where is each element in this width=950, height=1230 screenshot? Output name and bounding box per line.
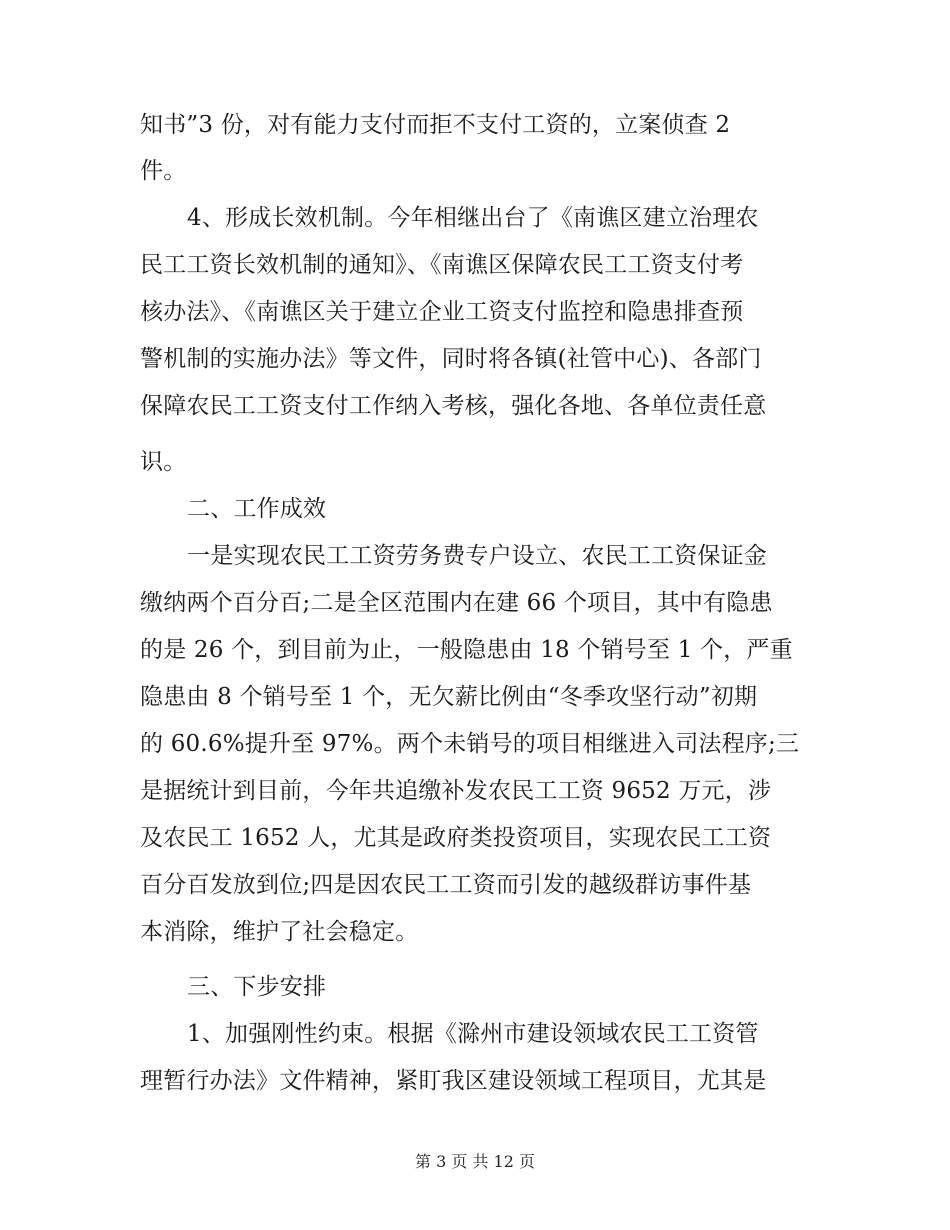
section-heading: 三、下步安排	[187, 974, 327, 1000]
text-line: 的是 26 个，到目前为止，一般隐患由 18 个销号至 1 个，严重	[140, 637, 793, 663]
text-line: 保障农民工工资支付工作纳入考核，强化各地、各单位责任意	[140, 393, 767, 419]
text-line: 知书”3 份，对有能力支付而拒不支付工资的，立案侦查 2	[140, 112, 731, 138]
text-line: 百分百发放到位;四是因农民工工资而引发的越级群访事件基	[140, 872, 752, 898]
text-line: 隐患由 8 个销号至 1 个，无欠薪比例由“冬季攻坚行动”初期	[140, 684, 758, 710]
paragraph-start-line: 4、形成长效机制。今年相继出台了《南谯区建立治理农	[187, 205, 759, 231]
page-number-footer: 第 3 页 共 12 页	[415, 1152, 535, 1171]
text-line: 民工工资长效机制的通知》、《南谯区保障农民工工资支付考	[140, 252, 744, 278]
paragraph-start-line: 一是实现农民工工资劳务费专户设立、农民工工资保证金	[187, 543, 767, 569]
text-line: 警机制的实施办法》等文件，同时将各镇(社管中心)、各部门	[140, 346, 762, 372]
text-line: 理暂行办法》文件精神，紧盯我区建设领域工程项目，尤其是	[140, 1068, 767, 1094]
paragraph-start-line: 1、加强刚性约束。根据《滁州市建设领域农民工工资管	[187, 1021, 759, 1047]
text-line: 的 60.6%提升至 97%。两个未销号的项目相继进入司法程序;三	[140, 731, 800, 757]
text-line: 本消除，维护了社会稳定。	[140, 919, 419, 945]
text-line: 缴纳两个百分百;二是全区范围内在建 66 个项目，其中有隐患	[140, 590, 773, 616]
text-line: 件。	[140, 158, 187, 184]
text-line: 是据统计到目前，今年共追缴补发农民工工资 9652 万元，涉	[140, 778, 772, 804]
section-heading: 二、工作成效	[187, 496, 327, 522]
text-line: 识。	[140, 449, 187, 475]
text-line: 核办法》、《南谯区关于建立企业工资支付监控和隐患排查预	[140, 299, 744, 325]
text-line: 及农民工 1652 人，尤其是政府类投资项目，实现农民工工资	[140, 825, 772, 851]
